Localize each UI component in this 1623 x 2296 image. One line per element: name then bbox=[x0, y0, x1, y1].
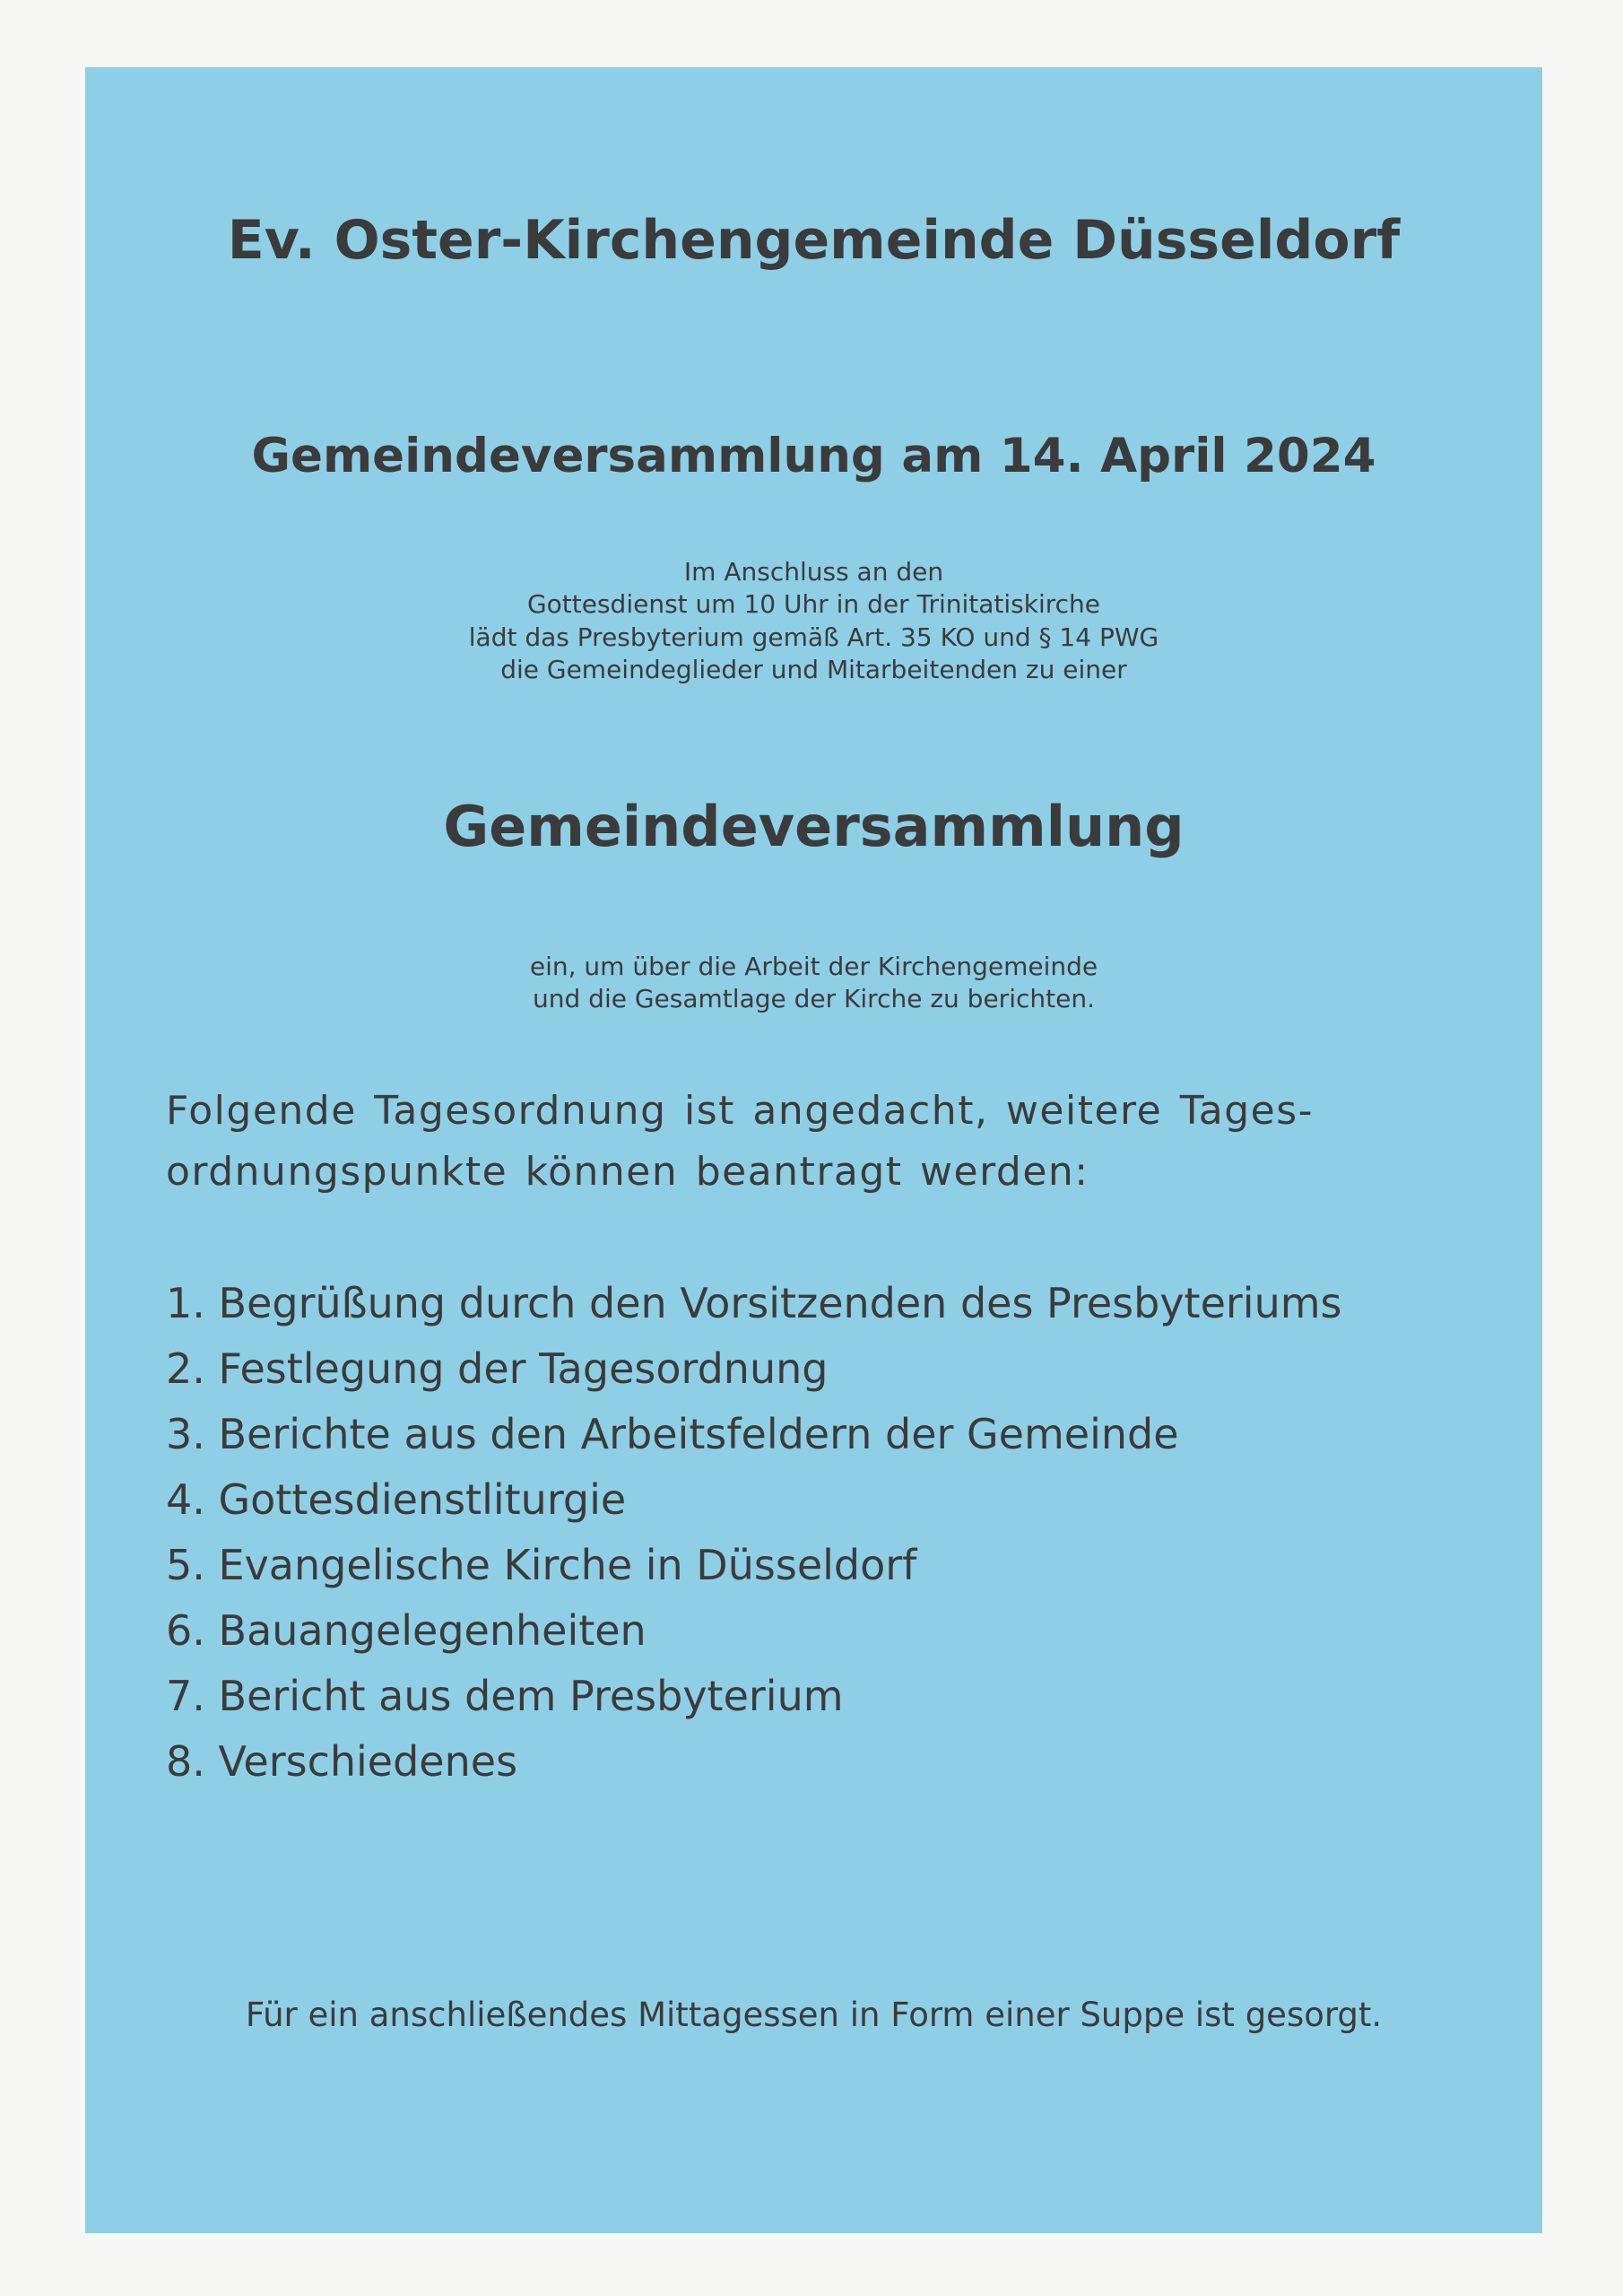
lunch-note: Für ein anschließendes Mittagessen in Form einer Suppe ist gesorgt. bbox=[245, 1996, 1383, 2034]
agenda-item: 3. Berichte aus den Arbeitsfeldern der Gemeinde bbox=[166, 1410, 1179, 1458]
agenda-intro bbox=[166, 1081, 1457, 1203]
notice-sheet bbox=[85, 67, 1542, 2233]
agenda-item: 8. Verschiedenes bbox=[166, 1737, 518, 1786]
invitation-line: Im Anschluss an den bbox=[683, 557, 944, 587]
invitation-line: die Gemeindeglieder und Mitarbeitenden zu einer bbox=[500, 655, 1127, 685]
invitation-line: Gottesdienst um 10 Uhr in der Trinitatiskirche bbox=[526, 589, 1101, 620]
agenda-item: 6. Bauangelegenheiten bbox=[166, 1606, 647, 1655]
purpose-text bbox=[85, 951, 1542, 1016]
agenda-item: 7. Bericht aus dem Presbyterium bbox=[166, 1672, 844, 1720]
agenda-item: 5. Evangelische Kirche in Düsseldorf bbox=[166, 1541, 917, 1589]
purpose-line: ein, um über die Arbeit der Kirchengemeinde bbox=[529, 952, 1098, 981]
agenda-list bbox=[166, 1271, 1342, 1795]
agenda-intro-line: Folgende Tagesordnung ist angedacht, weitere Tages- bbox=[166, 1088, 1315, 1134]
church-title: Ev. Oster-Kirchengemeinde Düsseldorf bbox=[227, 209, 1401, 272]
invitation-line: lädt das Presbyterium gemäß Art. 35 KO und § 14 PWG bbox=[468, 622, 1159, 652]
invitation-text bbox=[85, 556, 1542, 687]
agenda-item: 2. Festlegung der Tagesordnung bbox=[166, 1344, 829, 1393]
purpose-line: und die Gesamtlage der Kirche zu berichten. bbox=[533, 984, 1095, 1014]
agenda-intro-line: ordnungspunkte können beantragt werden: bbox=[166, 1149, 1089, 1196]
agenda-item: 1. Begrüßung durch den Vorsitzenden des Presbyteriums bbox=[166, 1279, 1342, 1327]
meeting-headline: Gemeindeversammlung bbox=[443, 794, 1185, 859]
agenda-item: 4. Gottesdienstliturgie bbox=[166, 1475, 627, 1524]
meeting-date-heading: Gemeindeversammlung am 14. April 2024 bbox=[251, 429, 1376, 483]
